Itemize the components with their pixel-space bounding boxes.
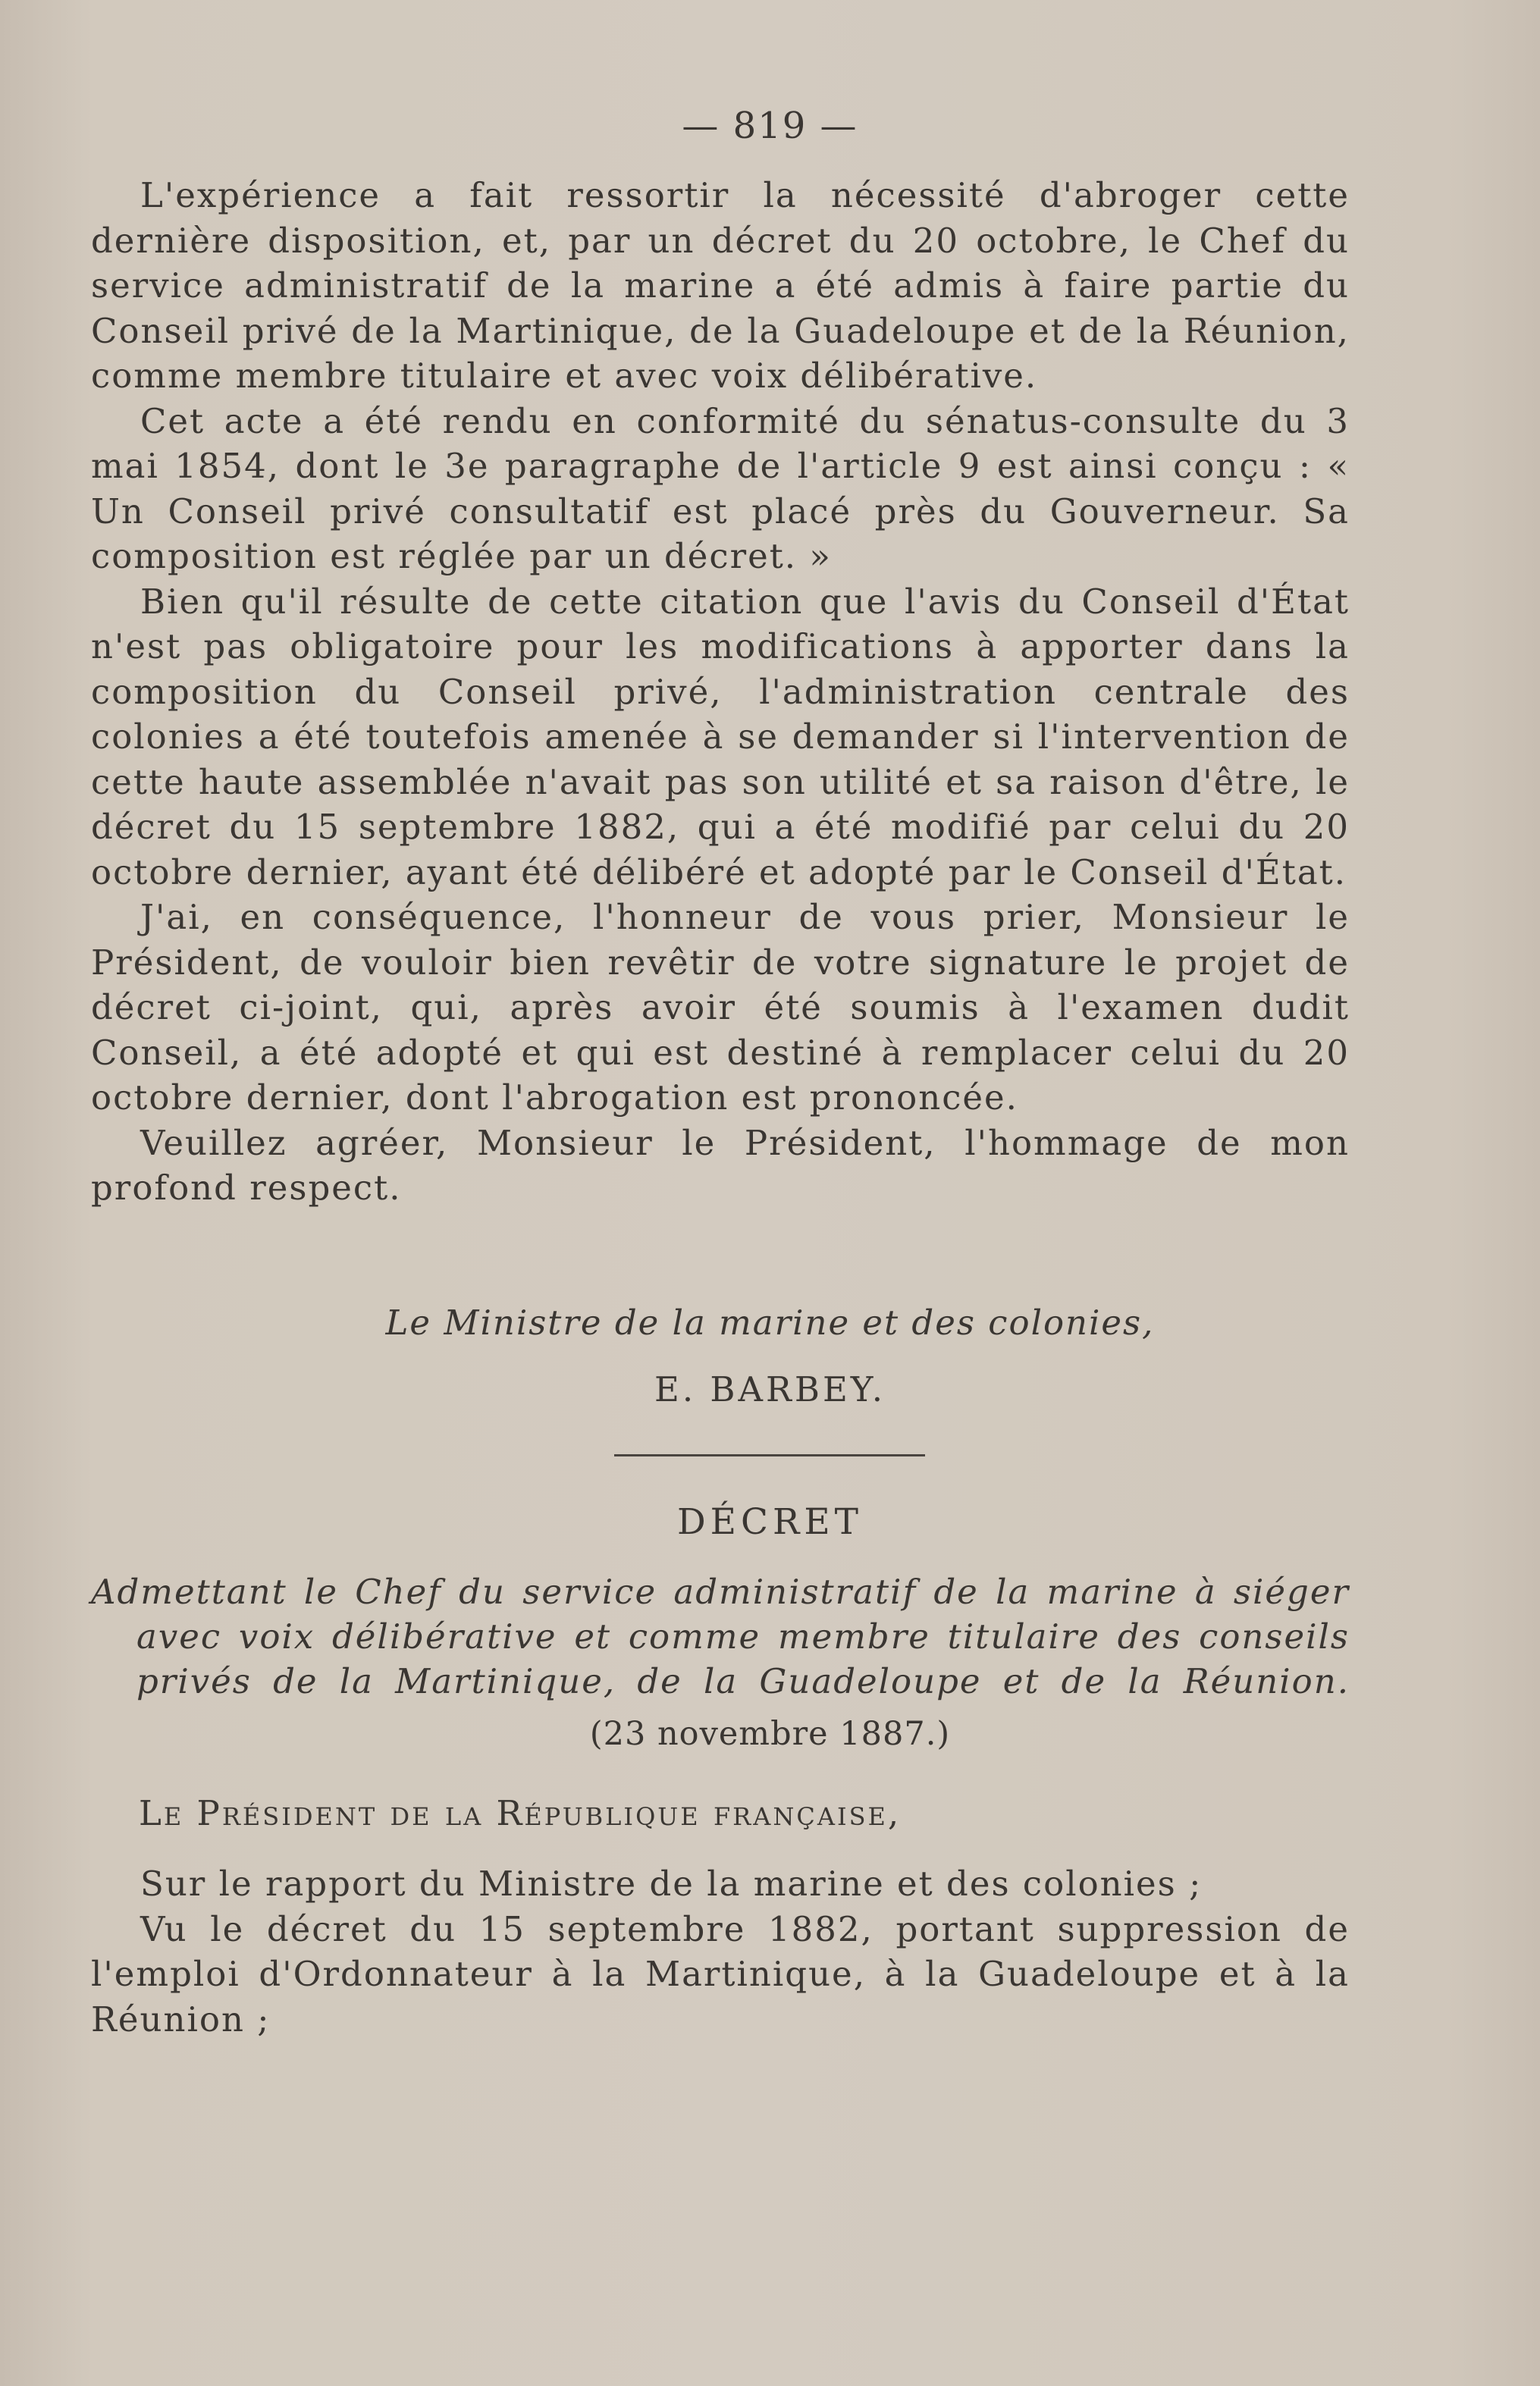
paragraph: Cet acte a été rendu en conformité du sénatus-consulte du 3 mai 1854, dont le 3e paragraphe de l'article 9 est ainsi conçu : « Un Conseil privé consultatif est placé près du Gouverneur. Sa composition est réglée par un décret. » — [91, 400, 1350, 576]
president-heading: Le Président de la République française, — [139, 1793, 902, 1833]
report-body — [91, 173, 1350, 1211]
decree-date: (23 novembre 1887.) — [589, 1715, 951, 1753]
signature-name: E. BARBEY. — [654, 1369, 886, 1409]
decree-subtitle — [91, 1569, 1350, 1704]
decree-subtitle-line: avec voix délibérative et comme membre titulaire des conseils — [136, 1616, 1350, 1657]
page-number: — 819 — — [682, 105, 858, 147]
section-divider — [614, 1454, 925, 1456]
paragraph: J'ai, en conséquence, l'honneur de vous prier, Monsieur le Président, de vouloir bien revêtir de votre signature le projet de décret ci-joint, qui, après avoir été soumis à l'examen dudit Conseil, a été adopté et qui est destiné à remplacer celui du 20 octobre dernier, dont l'abrogation est prononcée. — [91, 897, 1350, 1118]
paragraph: Bien qu'il résulte de cette citation que l'avis du Conseil d'État n'est pas obligatoire pour les modifications à apporter dans la composition du Conseil privé, l'administration centrale des colonies a été toutefois amenée à se demander si l'intervention de cette haute assemblée n'avait pas son utilité et sa raison d'être, le décret du 15 septembre 1882, qui a été modifié par celui du 20 octobre dernier, ayant été délibéré et adopté par le Conseil d'État. — [91, 581, 1350, 892]
decree-body — [91, 1861, 1350, 2042]
decree-subtitle-line: privés de la Martinique, de la Guadeloupe et de la Réunion. — [136, 1661, 1350, 1701]
decree-title: DÉCRET — [677, 1501, 863, 1543]
paragraph: Veuillez agréer, Monsieur le Président, l'hommage de mon profond respect. — [91, 1122, 1350, 1208]
paragraph: Sur le rapport du Ministre de la marine et des colonies ; — [140, 1864, 1203, 1904]
paragraph: Vu le décret du 15 septembre 1882, portant suppression de l'emploi d'Ordonnateur à la Martinique, à la Guadeloupe et à la Réunion ; — [91, 1908, 1350, 2040]
signature-title: Le Ministre de la marine et des colonies, — [385, 1303, 1155, 1343]
decree-subtitle-line: Admettant le Chef du service administratif de la marine à siéger — [91, 1572, 1350, 1612]
paragraph: L'expérience a fait ressortir la nécessité d'abroger cette dernière disposition, et, par un décret du 20 octobre, le Chef du service administratif de la marine a été admis à faire partie du Conseil privé de la Martinique, de la Guadeloupe et de la Réunion, comme membre titulaire et avec voix délibérative. — [91, 175, 1350, 396]
